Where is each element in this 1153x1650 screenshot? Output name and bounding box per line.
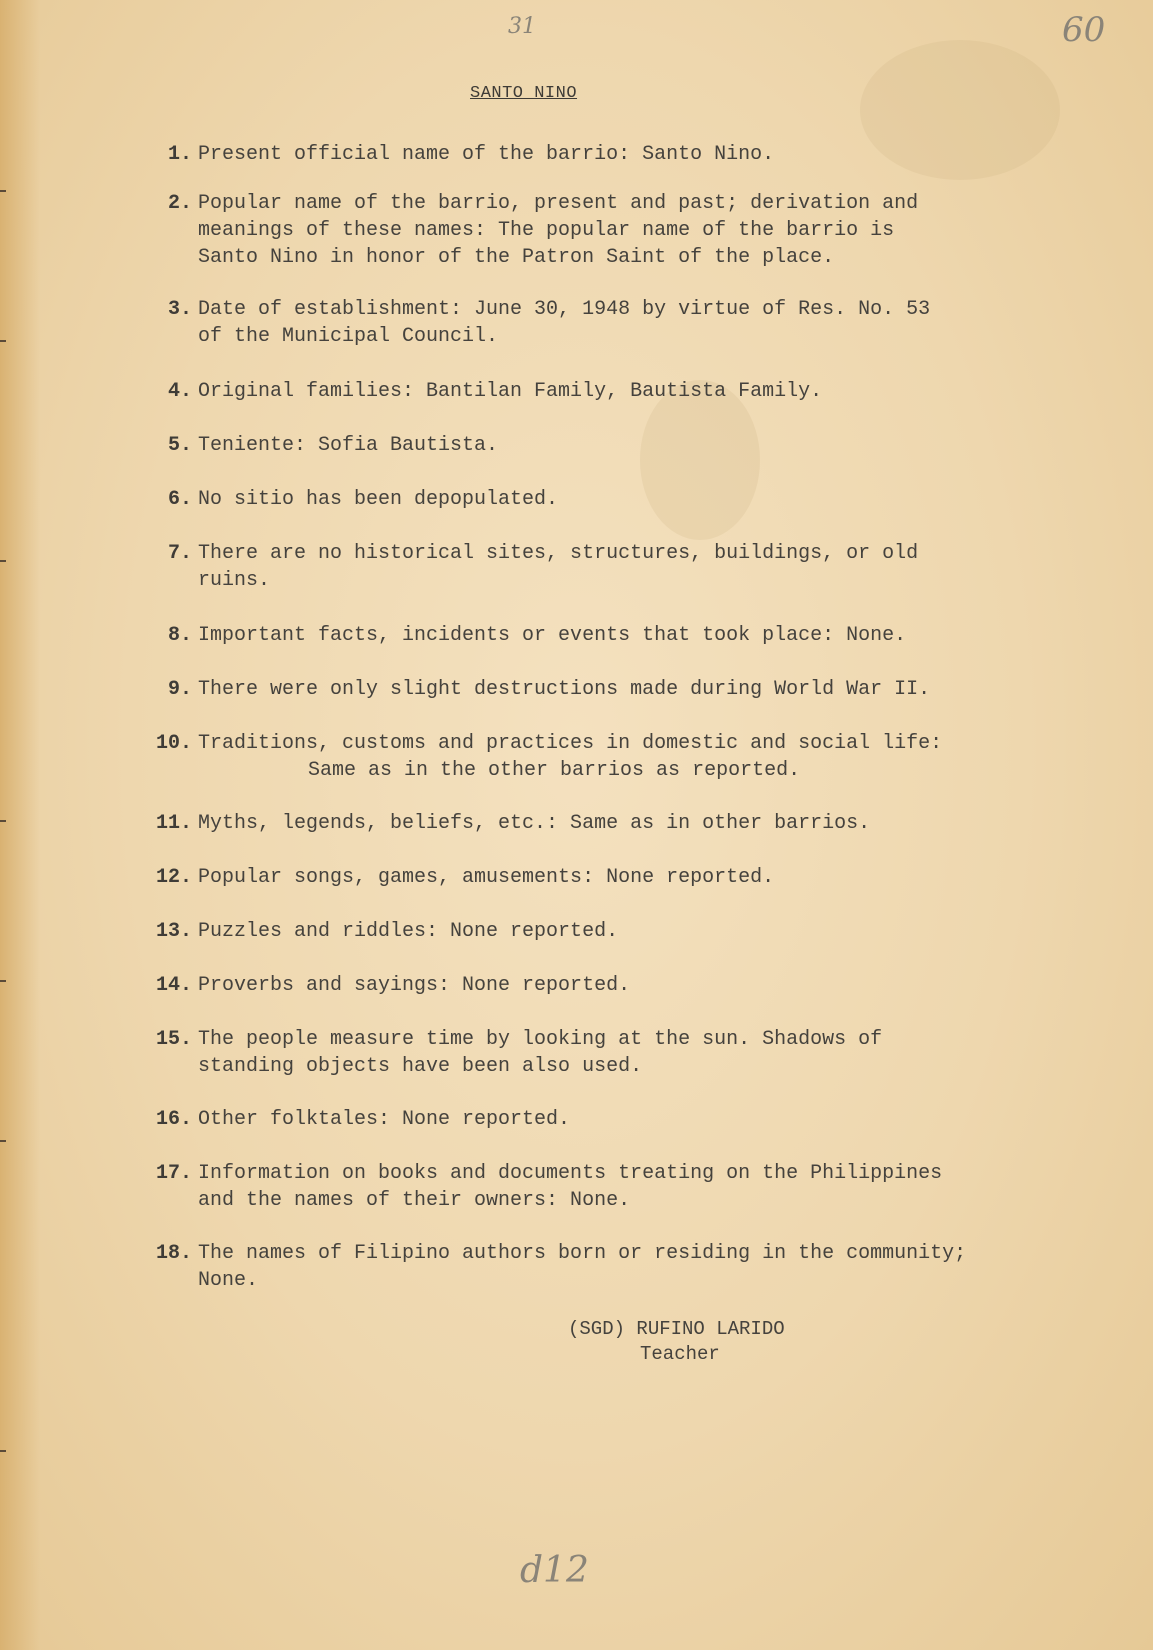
signature-name: (SGD) RUFINO LARIDO bbox=[568, 1318, 785, 1340]
pencil-page-number: 31 bbox=[508, 14, 536, 39]
item-text-line: of the Municipal Council. bbox=[198, 325, 499, 348]
list-item bbox=[148, 1026, 1048, 1080]
item-text-line: Important facts, incidents or events that took place: None. bbox=[198, 624, 907, 647]
list-item bbox=[148, 864, 1048, 891]
item-text-line: There were only slight destructions made during World War II. bbox=[198, 678, 931, 701]
item-number: 2. bbox=[167, 192, 192, 215]
item-text-line: Same as in the other barrios as reported. bbox=[308, 759, 801, 782]
item-text-line: Date of establishment: June 30, 1948 by virtue of Res. No. 53 bbox=[198, 298, 931, 321]
item-text-line: The names of Filipino authors born or residing in the community; bbox=[198, 1242, 967, 1265]
edge-mark bbox=[0, 820, 6, 822]
item-text-line: and the names of their owners: None. bbox=[198, 1189, 631, 1212]
item-text-line: There are no historical sites, structures, buildings, or old bbox=[198, 542, 919, 565]
item-text-line: Proverbs and sayings: None reported. bbox=[198, 974, 631, 997]
item-number: 16. bbox=[155, 1108, 192, 1131]
list-item bbox=[148, 1106, 1048, 1133]
signature-title: Teacher bbox=[640, 1343, 720, 1365]
item-number: 10. bbox=[155, 732, 192, 755]
list-item bbox=[148, 540, 1048, 594]
item-number: 13. bbox=[155, 920, 192, 943]
list-item bbox=[148, 486, 1048, 513]
pencil-bottom-mark: d12 bbox=[520, 1550, 589, 1591]
list-item bbox=[148, 432, 1048, 459]
item-number: 4. bbox=[167, 380, 192, 403]
item-text-line: Teniente: Sofia Bautista. bbox=[198, 434, 499, 457]
item-number: 12. bbox=[155, 866, 192, 889]
item-text-line: Original families: Bantilan Family, Bautista Family. bbox=[198, 380, 823, 403]
item-text-line: Popular name of the barrio, present and past; derivation and bbox=[198, 192, 919, 215]
item-text-line: None. bbox=[198, 1269, 259, 1292]
edge-mark bbox=[0, 340, 6, 342]
list-item bbox=[148, 296, 1048, 350]
item-text-line: ruins. bbox=[198, 569, 271, 592]
item-number: 1. bbox=[167, 143, 192, 166]
item-number: 11. bbox=[155, 812, 192, 835]
page-edge-shadow bbox=[0, 0, 40, 1650]
item-number: 8. bbox=[167, 624, 192, 647]
item-number: 6. bbox=[167, 488, 192, 511]
item-text-line: Santo Nino in honor of the Patron Saint of the place. bbox=[198, 246, 835, 269]
pencil-folio-number: 60 bbox=[1062, 10, 1106, 50]
item-number: 17. bbox=[155, 1162, 192, 1185]
item-text-line: No sitio has been depopulated. bbox=[198, 488, 559, 511]
list-item bbox=[148, 141, 1048, 168]
item-number: 3. bbox=[167, 298, 192, 321]
list-item bbox=[148, 730, 1048, 784]
list-item bbox=[148, 1240, 1048, 1294]
item-number: 7. bbox=[167, 542, 192, 565]
edge-mark bbox=[0, 190, 6, 192]
item-text-line: The people measure time by looking at the sun. Shadows of bbox=[198, 1028, 883, 1051]
edge-mark bbox=[0, 1140, 6, 1142]
list-item bbox=[148, 810, 1048, 837]
item-number: 9. bbox=[167, 678, 192, 701]
list-item bbox=[148, 190, 1048, 271]
list-item bbox=[148, 622, 1048, 649]
item-text-line: standing objects have been also used. bbox=[198, 1055, 643, 1078]
item-text-line: Myths, legends, beliefs, etc.: Same as in other barrios. bbox=[198, 812, 871, 835]
item-text-line: Information on books and documents treating on the Philippines bbox=[198, 1162, 943, 1185]
item-number: 15. bbox=[155, 1028, 192, 1051]
list-item bbox=[148, 1160, 1048, 1214]
item-text-line: meanings of these names: The popular name of the barrio is bbox=[198, 219, 895, 242]
item-number: 5. bbox=[167, 434, 192, 457]
list-item bbox=[148, 676, 1048, 703]
list-item bbox=[148, 918, 1048, 945]
item-text-line: Popular songs, games, amusements: None reported. bbox=[198, 866, 775, 889]
item-text-line: Other folktales: None reported. bbox=[198, 1108, 571, 1131]
item-text-line: Puzzles and riddles: None reported. bbox=[198, 920, 619, 943]
edge-mark bbox=[0, 980, 6, 982]
edge-mark bbox=[0, 560, 6, 562]
item-number: 18. bbox=[155, 1242, 192, 1265]
item-text-line: Traditions, customs and practices in domestic and social life: bbox=[198, 732, 943, 755]
list-item bbox=[148, 378, 1048, 405]
item-text-line: Present official name of the barrio: Santo Nino. bbox=[198, 143, 775, 166]
page-title: SANTO NINO bbox=[470, 84, 578, 103]
edge-mark bbox=[0, 1450, 6, 1452]
item-number: 14. bbox=[155, 974, 192, 997]
list-item bbox=[148, 972, 1048, 999]
